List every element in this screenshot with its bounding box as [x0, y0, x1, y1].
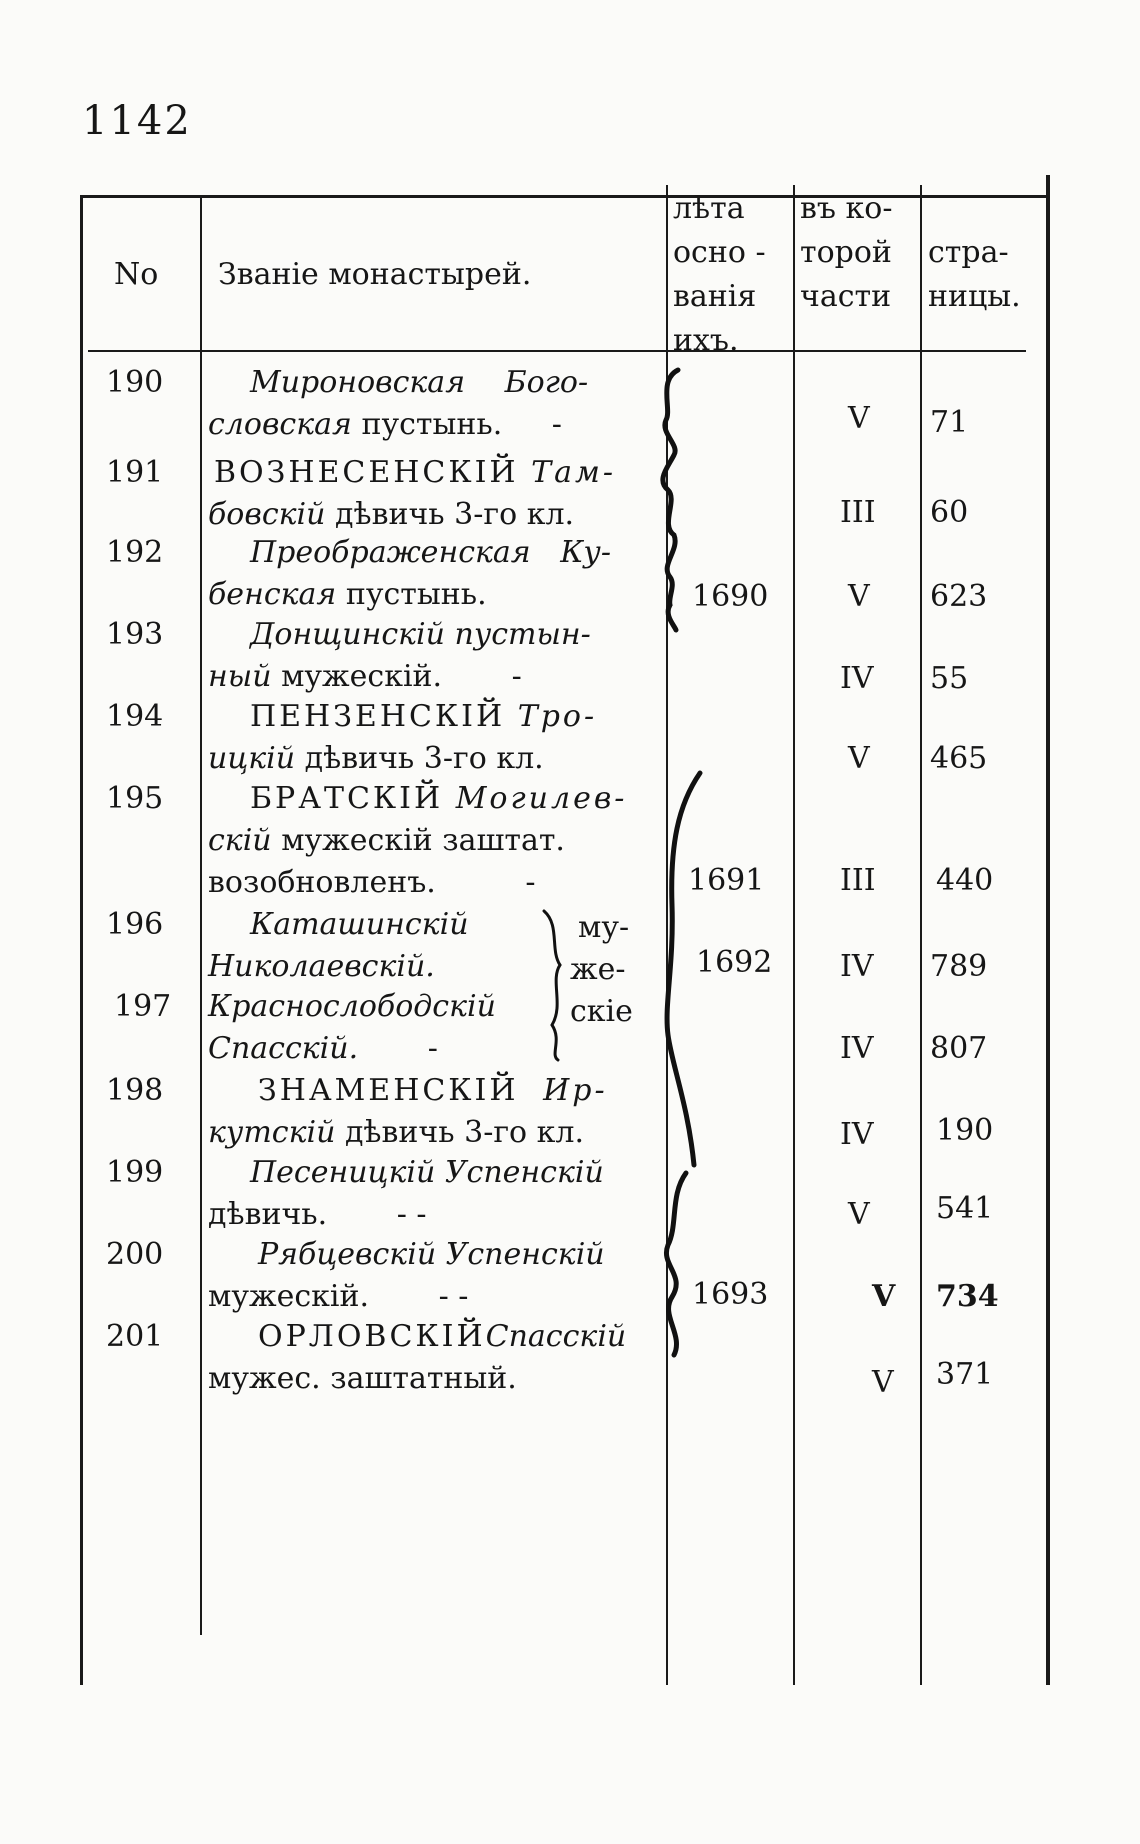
row-no: 199 [106, 1155, 164, 1190]
row-title-line2: Николаевскій. [208, 949, 435, 984]
row-part: V [848, 401, 870, 436]
row-title-line2: мужескій. - - [208, 1279, 469, 1314]
grouping-braces [88, 205, 1048, 1685]
year-1691: 1691 [688, 863, 765, 898]
row-no: 191 [106, 455, 164, 490]
row-title-line1: Донщинскій пустын- [250, 617, 591, 652]
row-no: 190 [106, 365, 164, 400]
row-title-line2: мужес. заштатный. [208, 1361, 517, 1396]
row-title-line1: Песеницкій Успенскій [250, 1155, 604, 1190]
row-title-line1: ОРЛОВСКІЙСпасскій [258, 1319, 627, 1354]
outer-left-rule [80, 195, 83, 1685]
header-part: въ ко- торой части [800, 191, 893, 314]
header-no: No [114, 257, 159, 292]
row-no: 196 [106, 907, 164, 942]
header-title: Званіе монастырей. [218, 257, 532, 292]
brace-1690 [663, 370, 678, 630]
row-part: V [872, 1279, 896, 1314]
row-part: IV [840, 1031, 874, 1066]
brace-1693 [666, 1173, 686, 1355]
row-page: 71 [930, 405, 969, 440]
row-title-line1: ВОЗНЕСЕНСКІЙ Там- [214, 455, 617, 490]
header-years: лѣта осно - ванія ихъ. [673, 191, 766, 358]
row-part: IV [840, 661, 874, 696]
row-title-line1: Мироновская Бого- [250, 365, 589, 400]
monastery-table [88, 191, 1048, 1685]
row-no: 193 [106, 617, 164, 652]
row-no: 197 [114, 989, 172, 1024]
row-title-line3: возобновленъ. - [208, 865, 536, 900]
row-part: V [848, 741, 870, 776]
row-title-line2: Спасскій. - [208, 1031, 438, 1066]
row-no: 200 [106, 1237, 164, 1272]
row-page: 465 [930, 741, 988, 776]
row-part: III [840, 863, 876, 898]
row-title-line2: дѣвичь. - - [208, 1197, 427, 1232]
muzheskie-group-label: му- же- скіе [570, 910, 633, 1029]
row-title-line2: кутскій дѣвичь 3-го кл. [208, 1115, 584, 1150]
row-part: IV [840, 1117, 874, 1152]
row-part: IV [840, 949, 874, 984]
row-part: III [840, 495, 876, 530]
row-page: 807 [930, 1031, 988, 1066]
row-title-line2: бовскій дѣвичь 3-го кл. [208, 497, 575, 532]
row-page: 734 [936, 1279, 999, 1314]
row-page: 789 [930, 949, 988, 984]
brace-muzheskie [544, 911, 560, 1060]
row-part: V [872, 1365, 894, 1400]
row-title-line2: ицкій дѣвичь 3-го кл. [208, 741, 544, 776]
row-page: 371 [936, 1357, 994, 1392]
row-no: 198 [106, 1073, 164, 1108]
header-pages: стра- ницы. [928, 235, 1021, 314]
row-title-line1: ПЕНЗЕНСКІЙ Тро- [250, 699, 598, 734]
page-number: 1142 [82, 98, 192, 144]
row-page: 190 [936, 1113, 994, 1148]
row-title-line1: Преображенская Ку- [250, 535, 611, 570]
row-page: 55 [930, 661, 969, 696]
brace-1691-1692 [667, 773, 700, 1165]
row-no: 195 [106, 781, 164, 816]
row-part: V [848, 1197, 870, 1232]
row-title-line2: ный мужескій. - [208, 659, 522, 694]
row-title-line1: Рябцевскій Успенскій [258, 1237, 605, 1272]
year-1693: 1693 [692, 1277, 769, 1312]
year-1690: 1690 [692, 579, 769, 614]
year-1692: 1692 [696, 945, 773, 980]
row-title-line1: Каташинскій [250, 907, 469, 942]
row-no: 201 [106, 1319, 164, 1354]
row-title-line1: Краснослободскій [208, 989, 496, 1024]
row-page: 60 [930, 495, 969, 530]
row-page: 623 [930, 579, 988, 614]
top-rule [80, 195, 1048, 198]
row-title-line2: скій мужескій заштат. [208, 823, 565, 858]
row-title-line1: ЗНАМЕНСКІЙ Ир- [258, 1073, 608, 1108]
row-page: 541 [936, 1191, 994, 1226]
row-no: 192 [106, 535, 164, 570]
row-page: 440 [936, 863, 994, 898]
row-title-line1: БРАТСКІЙ Могилев- [250, 781, 628, 816]
row-part: V [848, 579, 870, 614]
row-no: 194 [106, 699, 164, 734]
row-title-line2: бенская пустынь. [208, 577, 487, 612]
row-title-line2: словская пустынь. - [208, 407, 562, 442]
